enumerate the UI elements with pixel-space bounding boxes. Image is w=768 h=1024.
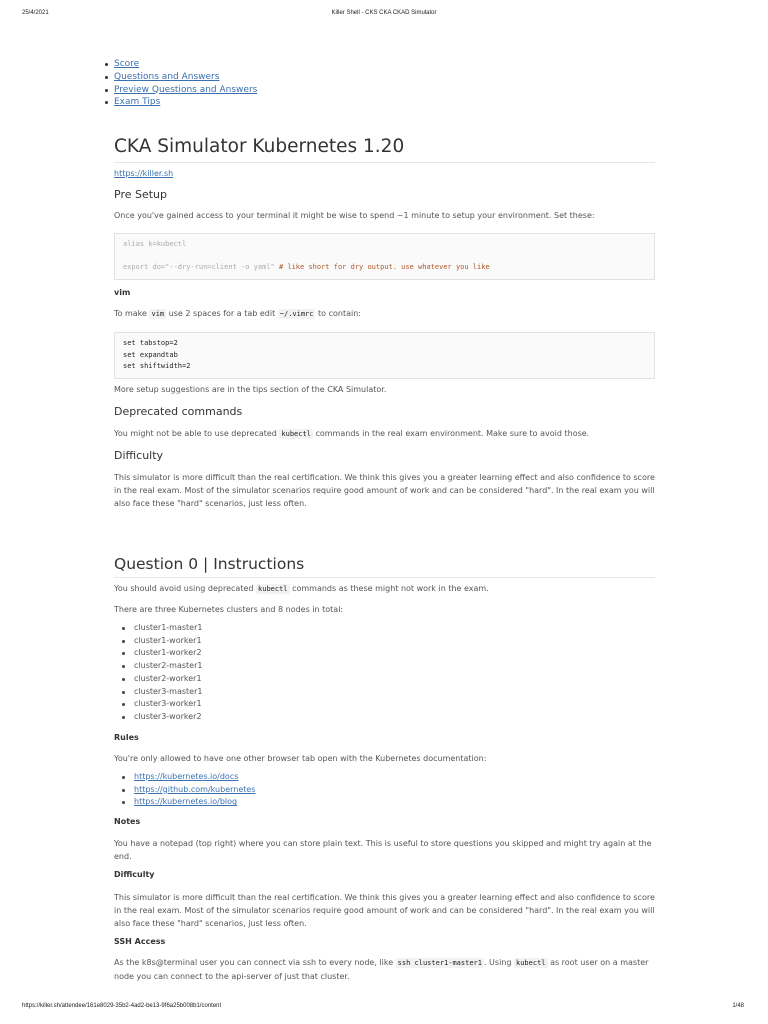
q0-difficulty-heading: Difficulty — [114, 870, 155, 879]
notes-heading: Notes — [114, 817, 141, 826]
killer-link[interactable]: https://killer.sh — [114, 169, 174, 178]
avoid-text-a: You should avoid using deprecated — [114, 584, 254, 593]
print-url: https://killer.sh/attendee/161e8029-35b2-4ad2-be13-9f6a25b008b1/content — [22, 1003, 222, 1009]
page-number: 1/48 — [732, 1003, 744, 1009]
vim-text-b: use 2 spaces for a tab edit — [168, 309, 276, 318]
deprecated-text-b: commands in the real exam environment. Make sure to avoid those. — [315, 429, 590, 438]
question0-heading: Question 0 | Instructions — [114, 555, 655, 578]
q0-difficulty-text: This simulator is more difficult than the real certification. We think this gives you a greater learning effect and also confidence to score in the real exam. Most of the simulator scenarios require good amount of work and can be considered "hard". In the real exam you will also face these "hard" scenarios, just less often. — [114, 893, 655, 928]
list-item: cluster1-master1 — [114, 622, 202, 635]
vim-text-c: to contain: — [318, 309, 361, 318]
deprecated-text — [114, 427, 655, 441]
pre-setup-intro: Once you've gained access to your terminal it might be wise to spend ~1 minute to setup your environment. Set these: — [114, 211, 595, 220]
ssh-text-c: as root user on a master node you can connect to the api-server of just that cluster. — [114, 958, 649, 981]
notes-text: You have a notepad (top right) where you can store plain text. This is useful to store questions you skipped and might try again at the end. — [114, 839, 652, 861]
docs-link[interactable]: https://kubernetes.io/docs — [134, 772, 239, 781]
print-title: Killer Shell - CKS CKA CKAD Simulator — [331, 10, 437, 16]
ssh-command-code: ssh cluster1-master1 — [397, 959, 482, 967]
github-link[interactable]: https://github.com/kubernetes — [134, 784, 256, 794]
rules-text: You're only allowed to have one other browser tab open with the Kubernetes documentation: — [114, 754, 487, 763]
vimrc-code-block: set tabstop=2 set expandtab set shiftwidth=2 — [114, 332, 655, 379]
pre-setup-heading: Pre Setup — [114, 188, 168, 201]
toc-item[interactable] — [114, 58, 655, 71]
kubectl-code: kubectl — [516, 959, 546, 967]
list-item: cluster3-worker1 — [114, 698, 202, 711]
rules-heading: Rules — [114, 733, 139, 742]
ssh-text-a: As the k8s@terminal user you can connect via ssh to every node, like — [114, 958, 394, 967]
toc-item[interactable] — [114, 71, 655, 84]
toc-link-preview[interactable]: Preview Questions and Answers — [114, 84, 258, 95]
code-alias-line: alias k=kubectl — [123, 240, 187, 248]
vim-text-a: To make — [114, 309, 147, 318]
table-of-contents — [114, 58, 655, 109]
page-title: CKA Simulator Kubernetes 1.20 — [114, 136, 655, 163]
toc-link-questions[interactable]: Questions and Answers — [114, 71, 220, 82]
code-comment: # like short for dry output. use whatever you like — [278, 263, 490, 271]
node-list — [114, 622, 202, 724]
difficulty-text: This simulator is more difficult than the real certification. We think this gives you a greater learning effect and also confidence to score in the real exam. Most of the simulator scenarios require good amount of work and can be considered "hard". In the real exam you will also face these "hard" scenarios, just less often. — [114, 473, 655, 508]
avoid-text-b: commands as these might not work in the exam. — [292, 584, 489, 593]
list-item: cluster3-worker2 — [114, 711, 202, 724]
kubectl-code: kubectl — [281, 430, 311, 438]
list-item — [114, 796, 255, 809]
docs-links — [114, 771, 255, 809]
ssh-heading: SSH Access — [114, 937, 166, 946]
deprecated-text-a: You might not be able to use deprecated — [114, 429, 277, 438]
list-item: cluster1-worker2 — [114, 647, 202, 660]
list-item: cluster3-master1 — [114, 686, 202, 699]
toc-link-score[interactable]: Score — [114, 59, 140, 69]
blog-link[interactable]: https://kubernetes.io/blog — [134, 797, 238, 807]
kubectl-code: kubectl — [258, 585, 288, 593]
deprecated-heading: Deprecated commands — [114, 405, 243, 418]
list-item: cluster2-worker1 — [114, 673, 202, 686]
toc-item[interactable] — [114, 84, 655, 97]
print-date: 25/4/2021 — [22, 10, 49, 16]
ssh-text — [114, 956, 655, 983]
vim-heading: vim — [114, 288, 131, 297]
list-item — [114, 771, 255, 784]
code-export-line: export do="--dry-run=client -o yaml" — [123, 263, 275, 271]
document-content — [114, 58, 655, 981]
vim-code: vim — [151, 310, 165, 318]
ssh-text-b: . Using — [483, 958, 512, 967]
pre-setup-code — [114, 233, 655, 280]
more-setup-text: More setup suggestions are in the tips section of the CKA Simulator. — [114, 385, 387, 394]
list-item: cluster2-master1 — [114, 660, 202, 673]
clusters-intro: There are three Kubernetes clusters and 8 nodes in total: — [114, 605, 344, 614]
toc-link-tips[interactable]: Exam Tips — [114, 97, 161, 108]
avoid-deprecated-text — [114, 582, 655, 596]
toc-item[interactable] — [114, 96, 655, 109]
difficulty-heading: Difficulty — [114, 449, 164, 462]
vim-instruction — [114, 307, 655, 321]
list-item: cluster1-worker1 — [114, 635, 202, 648]
vimrc-code: ~/.vimrc — [279, 310, 314, 318]
list-item — [114, 784, 255, 797]
